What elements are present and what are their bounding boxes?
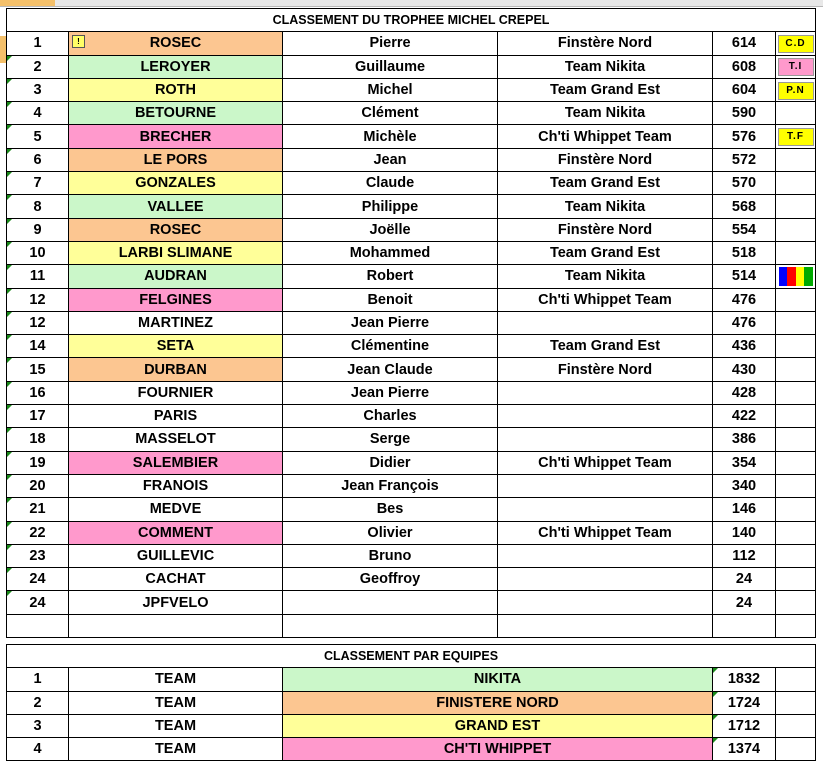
table-row bbox=[7, 78, 816, 101]
team-extra-cell[interactable] bbox=[776, 668, 816, 691]
badge-cell[interactable] bbox=[776, 32, 816, 55]
table-row bbox=[7, 474, 816, 497]
firstname-cell[interactable]: Philippe bbox=[283, 195, 498, 218]
table-row bbox=[7, 358, 816, 381]
team-label-cell[interactable]: TEAM bbox=[69, 714, 283, 737]
rank-cell[interactable]: 9 bbox=[7, 218, 69, 241]
badge-cell[interactable] bbox=[776, 381, 816, 404]
name-cell[interactable]: LE PORS bbox=[69, 148, 283, 171]
rank-cell[interactable]: 22 bbox=[7, 521, 69, 544]
rank-cell[interactable]: 4 bbox=[7, 102, 69, 125]
cell-marker-icon bbox=[7, 405, 12, 410]
team-cell[interactable]: Team Grand Est bbox=[498, 335, 713, 358]
table-row bbox=[7, 102, 816, 125]
table-row bbox=[7, 32, 816, 55]
table-row bbox=[7, 428, 816, 451]
cell-marker-icon bbox=[7, 568, 12, 573]
team-points-cell[interactable]: 1832 bbox=[713, 668, 776, 691]
team-row bbox=[7, 738, 816, 761]
points-cell[interactable]: 24 bbox=[713, 568, 776, 591]
name-cell[interactable]: MARTINEZ bbox=[69, 311, 283, 334]
cell-marker-icon bbox=[7, 312, 12, 317]
empty-cell[interactable] bbox=[776, 614, 816, 637]
rank-cell[interactable]: 1 bbox=[7, 32, 69, 55]
table-row bbox=[7, 311, 816, 334]
cell-marker-icon bbox=[7, 591, 12, 596]
team-rank-cell[interactable]: 3 bbox=[7, 714, 69, 737]
team-cell[interactable] bbox=[498, 544, 713, 567]
points-cell[interactable]: 112 bbox=[713, 544, 776, 567]
team-cell[interactable] bbox=[498, 428, 713, 451]
team-points-cell[interactable]: 1724 bbox=[713, 691, 776, 714]
rank-cell[interactable]: 12 bbox=[7, 288, 69, 311]
cell-marker-icon bbox=[7, 125, 12, 130]
cell-marker-icon bbox=[7, 475, 12, 480]
firstname-cell[interactable]: Jean Claude bbox=[283, 358, 498, 381]
points-cell[interactable]: 518 bbox=[713, 241, 776, 264]
table-row bbox=[7, 148, 816, 171]
award-badge: T.I bbox=[778, 58, 814, 76]
team-cell[interactable]: Team Nikita bbox=[498, 55, 713, 78]
firstname-cell[interactable]: Clément bbox=[283, 102, 498, 125]
table-row bbox=[7, 195, 816, 218]
team-ranking-title: CLASSEMENT PAR EQUIPES bbox=[7, 645, 816, 668]
rank-cell[interactable]: 24 bbox=[7, 591, 69, 614]
points-cell[interactable]: 428 bbox=[713, 381, 776, 404]
name-cell[interactable]: ROSEC bbox=[69, 218, 283, 241]
name-cell[interactable]: LEROYER bbox=[69, 55, 283, 78]
name-cell[interactable]: JPFVELO bbox=[69, 591, 283, 614]
points-cell[interactable]: 476 bbox=[713, 311, 776, 334]
firstname-cell[interactable]: Michel bbox=[283, 78, 498, 101]
badge-cell[interactable] bbox=[776, 521, 816, 544]
cell-marker-icon bbox=[713, 692, 718, 697]
cell-marker-icon bbox=[7, 428, 12, 433]
badge-cell[interactable] bbox=[776, 474, 816, 497]
team-cell[interactable]: Team Grand Est bbox=[498, 172, 713, 195]
team-label-cell[interactable]: TEAM bbox=[69, 738, 283, 761]
firstname-cell[interactable]: Jean Pierre bbox=[283, 311, 498, 334]
table-row bbox=[7, 591, 816, 614]
firstname-cell[interactable]: Guillaume bbox=[283, 55, 498, 78]
rank-cell[interactable]: 16 bbox=[7, 381, 69, 404]
points-cell[interactable]: 572 bbox=[713, 148, 776, 171]
flag-stripes-icon bbox=[779, 267, 813, 286]
team-rank-cell[interactable]: 1 bbox=[7, 668, 69, 691]
points-cell[interactable]: 576 bbox=[713, 125, 776, 148]
firstname-cell[interactable]: Mohammed bbox=[283, 241, 498, 264]
points-cell[interactable]: 604 bbox=[713, 78, 776, 101]
badge-cell[interactable] bbox=[776, 172, 816, 195]
team-cell[interactable]: Finstère Nord bbox=[498, 32, 713, 55]
rank-cell[interactable]: 8 bbox=[7, 195, 69, 218]
rank-cell[interactable]: 19 bbox=[7, 451, 69, 474]
team-cell[interactable] bbox=[498, 381, 713, 404]
points-cell[interactable]: 422 bbox=[713, 405, 776, 428]
team-ranking-table bbox=[6, 644, 816, 761]
name-cell[interactable]: ROSEC ! bbox=[69, 32, 283, 55]
table-row bbox=[7, 498, 816, 521]
team-cell[interactable]: Team Grand Est bbox=[498, 78, 713, 101]
badge-cell[interactable] bbox=[776, 451, 816, 474]
table-row bbox=[7, 265, 816, 288]
team-points-cell[interactable]: 1712 bbox=[713, 714, 776, 737]
rank-cell[interactable]: 20 bbox=[7, 474, 69, 497]
table-row bbox=[7, 405, 816, 428]
firstname-cell[interactable]: Jean François bbox=[283, 474, 498, 497]
name-cell[interactable]: FOURNIER bbox=[69, 381, 283, 404]
name-cell[interactable]: BETOURNE bbox=[69, 102, 283, 125]
rank-cell[interactable]: 6 bbox=[7, 148, 69, 171]
name-cell[interactable]: ROTH bbox=[69, 78, 283, 101]
team-cell[interactable] bbox=[498, 405, 713, 428]
name-cell[interactable]: VALLEE bbox=[69, 195, 283, 218]
table-row bbox=[7, 288, 816, 311]
firstname-cell[interactable]: Bes bbox=[283, 498, 498, 521]
cell-marker-icon bbox=[7, 545, 12, 550]
badge-cell[interactable] bbox=[776, 125, 816, 148]
rank-cell[interactable]: 3 bbox=[7, 78, 69, 101]
badge-cell[interactable] bbox=[776, 241, 816, 264]
award-badge: P.N bbox=[778, 82, 814, 100]
cell-marker-icon bbox=[7, 265, 12, 270]
team-label-cell[interactable]: TEAM bbox=[69, 691, 283, 714]
rank-cell[interactable]: 11 bbox=[7, 265, 69, 288]
cell-marker-icon bbox=[7, 56, 12, 61]
rank-cell[interactable]: 12 bbox=[7, 311, 69, 334]
table-row bbox=[7, 381, 816, 404]
firstname-cell[interactable]: Claude bbox=[283, 172, 498, 195]
team-row bbox=[7, 691, 816, 714]
points-cell[interactable]: 554 bbox=[713, 218, 776, 241]
name-cell[interactable]: LARBI SLIMANE bbox=[69, 241, 283, 264]
cell-marker-icon bbox=[7, 195, 12, 200]
name-cell[interactable]: FRANOIS bbox=[69, 474, 283, 497]
firstname-cell[interactable]: Charles bbox=[283, 405, 498, 428]
badge-cell[interactable] bbox=[776, 358, 816, 381]
cell-marker-icon bbox=[7, 358, 12, 363]
team-cell[interactable]: Ch'ti Whippet Team bbox=[498, 451, 713, 474]
cell-marker-icon bbox=[713, 668, 718, 673]
badge-cell[interactable] bbox=[776, 78, 816, 101]
team-cell[interactable]: Ch'ti Whippet Team bbox=[498, 288, 713, 311]
name-cell[interactable]: COMMENT bbox=[69, 521, 283, 544]
points-cell[interactable]: 570 bbox=[713, 172, 776, 195]
points-cell[interactable]: 614 bbox=[713, 32, 776, 55]
cell-marker-icon bbox=[7, 149, 12, 154]
badge-cell[interactable] bbox=[776, 195, 816, 218]
team-extra-cell[interactable] bbox=[776, 738, 816, 761]
cell-marker-icon bbox=[7, 102, 12, 107]
team-cell[interactable]: Finstère Nord bbox=[498, 358, 713, 381]
rank-cell[interactable]: 17 bbox=[7, 405, 69, 428]
team-cell[interactable] bbox=[498, 474, 713, 497]
team-name-cell[interactable]: CH'TI WHIPPET bbox=[283, 738, 713, 761]
team-cell[interactable] bbox=[498, 568, 713, 591]
table-row bbox=[7, 451, 816, 474]
points-cell[interactable]: 590 bbox=[713, 102, 776, 125]
ranking-table bbox=[6, 8, 816, 638]
cell-marker-icon bbox=[7, 382, 12, 387]
firstname-cell[interactable]: Jean bbox=[283, 148, 498, 171]
name-cell[interactable]: GONZALES bbox=[69, 172, 283, 195]
team-cell[interactable]: Team Nikita bbox=[498, 195, 713, 218]
team-rank-cell[interactable]: 2 bbox=[7, 691, 69, 714]
badge-cell[interactable] bbox=[776, 405, 816, 428]
points-cell[interactable]: 386 bbox=[713, 428, 776, 451]
team-cell[interactable]: Team Nikita bbox=[498, 102, 713, 125]
rank-cell[interactable]: 18 bbox=[7, 428, 69, 451]
points-cell[interactable]: 514 bbox=[713, 265, 776, 288]
firstname-cell[interactable]: Michèle bbox=[283, 125, 498, 148]
rank-cell[interactable]: 2 bbox=[7, 55, 69, 78]
team-name-cell[interactable]: NIKITA bbox=[283, 668, 713, 691]
empty-cell[interactable] bbox=[498, 614, 713, 637]
name-cell[interactable]: GUILLEVIC bbox=[69, 544, 283, 567]
team-label-cell[interactable]: TEAM bbox=[69, 668, 283, 691]
team-cell[interactable]: Ch'ti Whippet Team bbox=[498, 521, 713, 544]
points-cell[interactable]: 340 bbox=[713, 474, 776, 497]
warning-icon[interactable]: ! bbox=[72, 35, 85, 48]
table-row bbox=[7, 241, 816, 264]
name-cell[interactable]: SETA bbox=[69, 335, 283, 358]
rank-cell[interactable]: 5 bbox=[7, 125, 69, 148]
firstname-cell[interactable]: Didier bbox=[283, 451, 498, 474]
rank-cell[interactable]: 10 bbox=[7, 241, 69, 264]
badge-cell[interactable] bbox=[776, 568, 816, 591]
team-extra-cell[interactable] bbox=[776, 691, 816, 714]
badge-cell[interactable] bbox=[776, 544, 816, 567]
team-row bbox=[7, 714, 816, 737]
badge-cell[interactable] bbox=[776, 218, 816, 241]
table-row bbox=[7, 172, 816, 195]
team-cell[interactable] bbox=[498, 498, 713, 521]
points-cell[interactable]: 140 bbox=[713, 521, 776, 544]
name-cell[interactable]: MEDVE bbox=[69, 498, 283, 521]
firstname-cell[interactable]: Pierre bbox=[283, 32, 498, 55]
rank-cell[interactable]: 14 bbox=[7, 335, 69, 358]
name-cell[interactable]: FELGINES bbox=[69, 288, 283, 311]
firstname-cell[interactable]: Benoit bbox=[283, 288, 498, 311]
empty-cell[interactable] bbox=[7, 614, 69, 637]
team-cell[interactable]: Finstère Nord bbox=[498, 148, 713, 171]
firstname-cell[interactable]: Clémentine bbox=[283, 335, 498, 358]
badge-cell[interactable] bbox=[776, 335, 816, 358]
table-row bbox=[7, 335, 816, 358]
table-row bbox=[7, 544, 816, 567]
team-cell[interactable] bbox=[498, 311, 713, 334]
team-cell[interactable]: Ch'ti Whippet Team bbox=[498, 125, 713, 148]
points-cell[interactable]: 24 bbox=[713, 591, 776, 614]
firstname-cell[interactable]: Olivier bbox=[283, 521, 498, 544]
team-cell[interactable]: Team Grand Est bbox=[498, 241, 713, 264]
cell-marker-icon bbox=[7, 242, 12, 247]
table-row bbox=[7, 218, 816, 241]
firstname-cell[interactable]: Serge bbox=[283, 428, 498, 451]
rank-cell[interactable]: 24 bbox=[7, 568, 69, 591]
team-name-cell[interactable]: FINISTERE NORD bbox=[283, 691, 713, 714]
empty-row bbox=[7, 614, 816, 637]
award-badge: C.D bbox=[778, 35, 814, 53]
cell-marker-icon bbox=[713, 715, 718, 720]
cell-marker-icon bbox=[7, 79, 12, 84]
ranking-title: CLASSEMENT DU TROPHEE MICHEL CREPEL bbox=[7, 9, 816, 32]
firstname-cell[interactable]: Jean Pierre bbox=[283, 381, 498, 404]
badge-cell[interactable] bbox=[776, 288, 816, 311]
badge-cell[interactable] bbox=[776, 498, 816, 521]
cell-marker-icon bbox=[7, 335, 12, 340]
table-row bbox=[7, 521, 816, 544]
team-points-cell[interactable]: 1374 bbox=[713, 738, 776, 761]
team-rank-cell[interactable]: 4 bbox=[7, 738, 69, 761]
cell-marker-icon bbox=[7, 522, 12, 527]
cell-marker-icon bbox=[7, 172, 12, 177]
table-row bbox=[7, 568, 816, 591]
badge-cell[interactable] bbox=[776, 311, 816, 334]
points-cell[interactable]: 354 bbox=[713, 451, 776, 474]
team-name-cell[interactable]: GRAND EST bbox=[283, 714, 713, 737]
name-cell[interactable]: CACHAT bbox=[69, 568, 283, 591]
rank-cell[interactable]: 15 bbox=[7, 358, 69, 381]
points-cell[interactable]: 476 bbox=[713, 288, 776, 311]
rank-cell[interactable]: 23 bbox=[7, 544, 69, 567]
firstname-cell[interactable] bbox=[283, 591, 498, 614]
team-cell[interactable]: Finstère Nord bbox=[498, 218, 713, 241]
team-cell[interactable]: Team Nikita bbox=[498, 265, 713, 288]
points-cell[interactable]: 430 bbox=[713, 358, 776, 381]
firstname-cell[interactable]: Bruno bbox=[283, 544, 498, 567]
name-cell[interactable]: MASSELOT bbox=[69, 428, 283, 451]
cell-marker-icon bbox=[7, 452, 12, 457]
team-cell[interactable] bbox=[498, 591, 713, 614]
name-cell[interactable]: AUDRAN bbox=[69, 265, 283, 288]
firstname-cell[interactable]: Robert bbox=[283, 265, 498, 288]
table-row bbox=[7, 55, 816, 78]
points-cell[interactable]: 436 bbox=[713, 335, 776, 358]
points-cell[interactable]: 146 bbox=[713, 498, 776, 521]
badge-cell[interactable] bbox=[776, 265, 816, 288]
award-badge: T.F bbox=[778, 128, 814, 146]
badge-cell[interactable] bbox=[776, 148, 816, 171]
table-row bbox=[7, 125, 816, 148]
firstname-cell[interactable]: Geoffroy bbox=[283, 568, 498, 591]
badge-cell[interactable] bbox=[776, 428, 816, 451]
badge-cell[interactable] bbox=[776, 55, 816, 78]
badge-cell[interactable] bbox=[776, 102, 816, 125]
points-cell[interactable]: 568 bbox=[713, 195, 776, 218]
team-extra-cell[interactable] bbox=[776, 714, 816, 737]
empty-cell[interactable] bbox=[713, 614, 776, 637]
points-cell[interactable]: 608 bbox=[713, 55, 776, 78]
name-cell[interactable]: DURBAN bbox=[69, 358, 283, 381]
team-row bbox=[7, 668, 816, 691]
name-cell[interactable]: BRECHER bbox=[69, 125, 283, 148]
empty-cell[interactable] bbox=[283, 614, 498, 637]
column-header-strip[interactable] bbox=[0, 0, 823, 7]
cell-marker-icon bbox=[7, 289, 12, 294]
cell-marker-icon bbox=[7, 498, 12, 503]
rank-cell[interactable]: 7 bbox=[7, 172, 69, 195]
badge-cell[interactable] bbox=[776, 591, 816, 614]
rank-cell[interactable]: 21 bbox=[7, 498, 69, 521]
firstname-cell[interactable]: Joëlle bbox=[283, 218, 498, 241]
name-cell[interactable]: PARIS bbox=[69, 405, 283, 428]
cell-marker-icon bbox=[7, 219, 12, 224]
empty-cell[interactable] bbox=[69, 614, 283, 637]
name-cell[interactable]: SALEMBIER bbox=[69, 451, 283, 474]
cell-marker-icon bbox=[713, 738, 718, 743]
